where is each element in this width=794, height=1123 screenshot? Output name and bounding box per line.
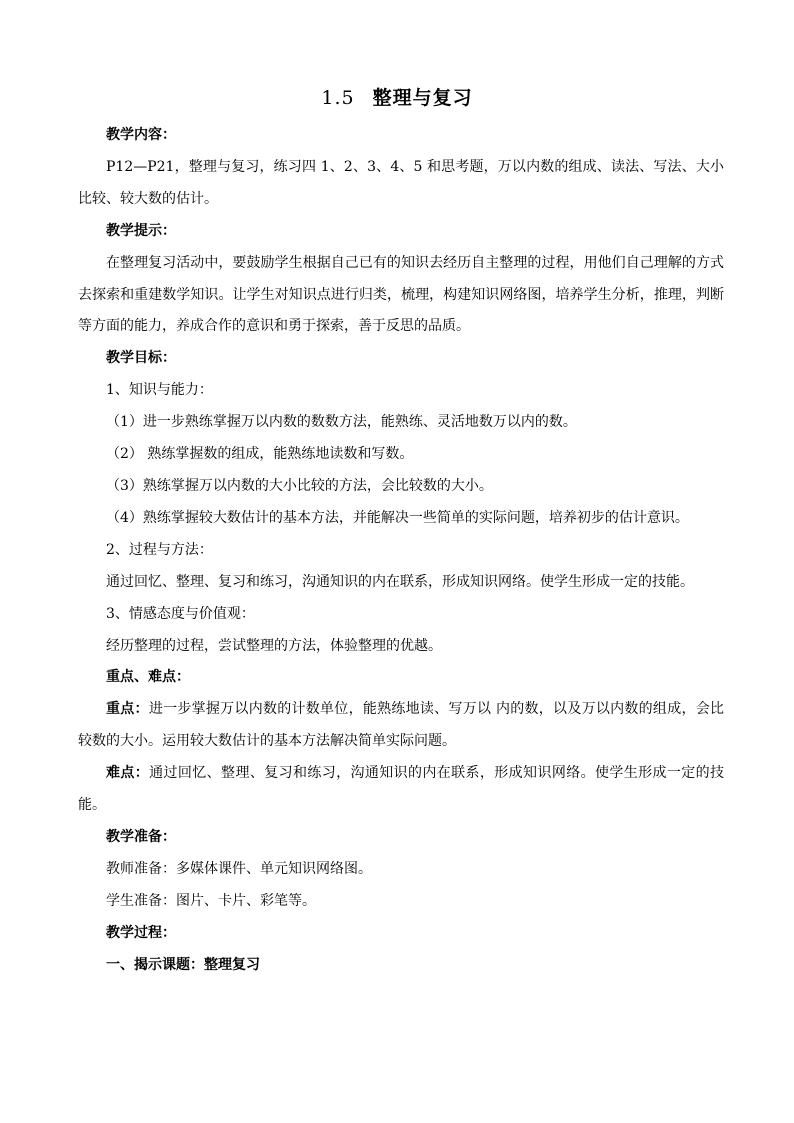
title-number: 1.5: [321, 87, 355, 109]
heading-process: 教学过程：: [106, 924, 176, 941]
prep-teacher: 教师准备：多媒体课件、单元知识网络图。: [106, 860, 372, 877]
prep-student: 学生准备：图片、卡片、彩笔等。: [106, 892, 316, 909]
document-body: [78, 120, 724, 981]
heading-key-points: 重点、难点：: [106, 669, 190, 686]
key-label: 重点：: [106, 701, 149, 718]
difficulty-label: 难点：: [106, 765, 150, 782]
goal1-item-4: （4）熟练掌握较大数估计的基本方法，并能解决一些简单的实际问题，培养初步的估计意识。: [106, 509, 689, 526]
goal1-item-2: （2） 熟练掌握数的组成，能熟练地读数和写数。: [106, 446, 414, 463]
heading-preparation: 教学准备：: [106, 828, 176, 845]
goal3-text: 经历整理的过程，尝试整理的方法，体验整理的优越。: [106, 637, 442, 654]
paragraph-difficulty: [78, 758, 724, 822]
key-text: 进一步掌握万以内数的计数单位，能熟练地读、写万以 内的数，以及万以内数的组成，会比较数的大小。运用较大数估计的基本方法解决简单实际问题。: [78, 701, 725, 750]
goal1-item-1: （1）进一步熟练掌握万以内数的数数方法，能熟练、灵活地数万以内的数。: [106, 414, 577, 431]
title-text: 整理与复习: [372, 87, 473, 109]
heading-hint: 教学提示：: [106, 222, 176, 239]
process-step-1: 一、揭示课题：整理复习: [106, 956, 260, 973]
goal2-title: 2、过程与方法：: [106, 541, 213, 558]
goal1-item-3: （3）熟练掌握万以内数的大小比较的方法，会比较数的大小。: [106, 477, 493, 494]
goal3-title: 3、情感态度与价值观：: [106, 605, 255, 622]
difficulty-text: 通过回忆、整理、复习和练习，沟通知识的内在联系，形成知识网络。使学生形成一定的技能。: [78, 765, 725, 814]
paragraph-content: P12—P21，整理与复习，练习四 1、2、3、4、5 和思考题，万以内数的组成、读法、写法、大小比较、较大数的估计。: [78, 158, 724, 207]
heading-content: 教学内容：: [106, 127, 176, 143]
goal2-text: 通过回忆、整理、复习和练习，沟通知识的内在联系，形成知识网络。使学生形成一定的技能。: [106, 573, 694, 590]
paragraph-hint: 在整理复习活动中，要鼓励学生根据自己已有的知识去经历自主整理的过程，用他们自己理解的方式去探索和重建数学知识。让学生对知识点进行归类，梳理，构建知识网络图，培养学生分析，推理，判断等方面的能力，养成合作的意识和勇于探索，善于反思的品质。: [78, 254, 724, 335]
page-title: [0, 86, 794, 110]
goal1-title: 1、知识与能力：: [106, 382, 213, 399]
heading-goals: 教学目标：: [106, 350, 176, 367]
paragraph-key: [78, 694, 724, 758]
